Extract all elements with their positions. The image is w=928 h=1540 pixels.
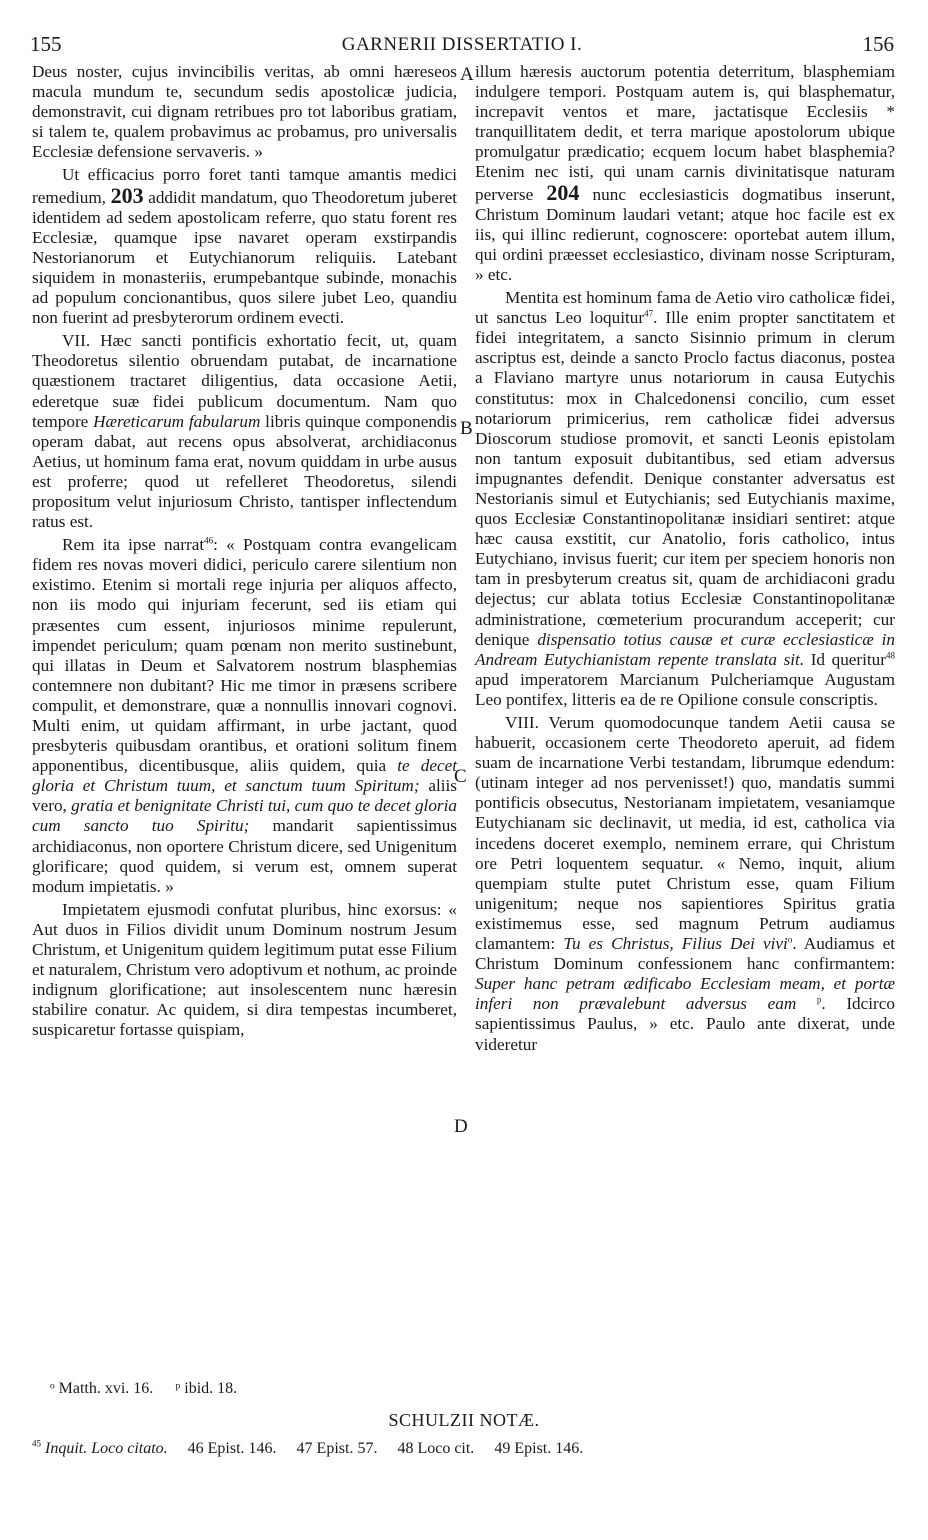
text-run: VIII. Verum quomodocunque tandem Aetii causa se habuerit, occasionem certe Theodoreto aperuit, ad fidem suam de incarnatione Verbi testandam, librumque edendum: (utinam integer ad nos pervenisset!) quo, mandatis summi pontificis obsecutus, Nestorianam impietatem, vesaniamque Eutychianam sic declinavit, ut media, id est, catholica via incedens doceret exemplo, neminem errare, qui Christum ore Petri loquentem sequatur. « Nemo, inquit, alium quempiam stulte putet Christum esse, quam Filium unigenitum; neque nos sapientiores Spiritus gratia existimemus esse, sed magnum Petrum audiamus clamantem: <box>475 713 895 954</box>
text-run: nunc ecclesiasticis dogmatibus inserunt, Christum Dominum laudari vetant; atque hoc facile est ex iis, qui illinc redierunt, cognoscere: oportebat autem illum, qui ordini præesset ecclesiastico, divinam nosse Scripturam, » etc. <box>475 184 895 284</box>
italic-run: gratia et benignitate Christi tui, cum quo te decet gloria cum sancto tuo Spiritu; <box>32 796 457 836</box>
text-run: mandarit sapientissimus archidiaconus, non oportere Christum dicere, sed Unigenitum glorificare; quod quidem, si verum est, omnem superat modum impietatis. » <box>32 816 457 896</box>
footnote-ref: p <box>816 994 822 1005</box>
right-paragraph-2 <box>475 288 895 710</box>
text-run: Id queritur <box>810 649 887 669</box>
text-run: . Audiamus et Christum Dominum confessionem hanc confirmantem: <box>475 934 895 974</box>
text-run: Ut efficacius porro foret tanti tamque amantis medici remedium, <box>32 165 457 207</box>
text-run: : « Postquam contra evangelicam fidem res novas moveri didici, periculo carere silentium non existimo. Etenim si mortali rege injuria per aliquos affecto, non iis modo qui injuriam fecerunt, sed iis etiam qui præsentes cum essent, injuriosos minime repulerunt, impendet periculum; quam pœnam non merito sustinebunt, qui illatas in Deum et Salvatorem nostrum blasphemias contemnere non dubitant? Hic me timor in præsens scribere compulit, et demonstrare, quæ a nonnullis innovari cognovi. Multi enim, ut quidam affirmant, in urbe jactant, quod presbyteris quibusdam orantibus, et orationi solitum finem apponentibus, dicentibusque, aliis quidem, quia <box>32 535 457 776</box>
text-run: . Idcirco sapientissimus Paulus, » etc. Paulo ante dixerat, unde videretur <box>475 994 895 1054</box>
schulz-notes <box>32 1440 599 1458</box>
note-46: 46 Epist. 146. <box>187 1440 277 1457</box>
text-run: Mentita est hominum fama de Aetio viro catholicæ fidei, ut sanctus Leo loquitur <box>475 288 895 328</box>
italic-run: dispensatio totius causæ et curæ ecclesiasticæ in Andream Eutychianistam repente translata sit. <box>475 629 895 669</box>
note-45 <box>32 1440 168 1457</box>
text-run: Rem ita ipse narrat <box>62 535 205 555</box>
text-run: apud imperatorem Marcianum Pulcheriamque Augustam Leo pontifex, litteris ea de re Opilione consule conscriptis. <box>475 669 895 709</box>
text-run: VII. Hæc sancti pontificis exhortatio fecit, ut, quam Theodoretus silentio obruendam putabat, de incarnatione quæstionem tractaret diligentius, data occasione Aetii, ederetque suæ fidei publicum documentum. Nam quo tempore <box>32 331 457 431</box>
footnote-p: ᵖ ibid. 18. <box>175 1380 238 1397</box>
right-column <box>475 62 895 1055</box>
italic-run: Super hanc petram ædificabo Ecclesiam meam, et portæ inferi non prævalebunt adversus eam <box>475 974 895 1014</box>
left-paragraph-3 <box>32 331 457 532</box>
page-number-right: 156 <box>862 32 894 56</box>
page-number-left: 155 <box>30 32 62 56</box>
left-paragraph-2 <box>32 165 457 328</box>
footnote-o: ᵒ Matth. xvi. 16. <box>50 1380 154 1397</box>
left-paragraph-4 <box>32 535 457 897</box>
text-run: addidit mandatum, quo Theodoretum juberet identidem ad sedem apostolicam referre, quo statu forent res Ecclesiæ, quamque ipse navaret operam exstirpandis Nestorianorum et Eutychianorum reliquiis. Latebant siquidem in monasteriis, erumpebantque subinde, monachis ad populum concionantibus, quos silere jubet Leo, quandiu non fuerint ad presbyterorum ordinem evecti. <box>32 187 457 328</box>
scripture-footnotes <box>50 1380 255 1398</box>
margin-marker-a: A <box>460 64 474 85</box>
footnote-ref: o <box>787 934 793 945</box>
note-text: Inquit. Loco citato. <box>45 1440 168 1457</box>
column-number-203: 203 <box>110 182 144 208</box>
running-title: GARNERII DISSERTATIO I. <box>341 34 583 55</box>
italic-run: te decet gloria et Christum tuum, et sanctum tuum Spiritum; <box>32 756 457 796</box>
left-column <box>32 62 457 1041</box>
note-47: 47 Epist. 57. <box>296 1440 378 1457</box>
text-run: aliis vero, <box>32 776 457 816</box>
italic-run: Tu es Christus, Filius Dei vivi <box>563 934 788 954</box>
column-number-204: 204 <box>546 179 580 205</box>
page-header <box>30 32 894 62</box>
note-48: 48 Loco cit. <box>397 1440 475 1457</box>
text-run: libris quinque componendis operam dabat, aut recens opus absolverat, archidiaconus Aetius, ut hominum fama erat, novum quiddam in urbe ausus est proferre; quod ut refelleret Theodoretus, silendi propositum velut injuriosum Christo, tantisper inflectendum ratus est. <box>32 411 457 532</box>
left-paragraph-1: Deus noster, cujus invincibilis veritas, ab omni hæreseos macula mundum te, secundum sedis apostolicæ judicia, demonstravit, cui dignam retribues pro tot laboribus gratiam, si talem te, qualem probavimus ac probamus, pro universalis Ecclesiæ defensione servaveris. » <box>32 62 457 162</box>
footnote-ref: 47 <box>644 308 654 319</box>
footnote-ref: 48 <box>886 649 896 660</box>
italic-run: Hæreticarum fabularum <box>93 411 261 431</box>
note-49: 49 Epist. 146. <box>494 1440 584 1457</box>
margin-marker-b: B <box>460 418 473 439</box>
schulz-notes-heading: SCHULZII NOTÆ. <box>388 1410 540 1430</box>
text-run: . Ille enim propter sanctitatem et fidei integritatem, a sancto Sisinnio primum in clerum ascriptus est, deinde a sancto Proclo factus diaconus, postea a Flaviano martyre unus notariorum in causa Eutychis constitutus: mox in Chalcedonensi concilio, cum esset notariorum primicerius, rem catholicæ fidei adversus Dioscorum studiose promovit, et sancti Leonis epistolam non tantum exposuit dubitantibus, sed etiam adversus impugnantes defendit. Denique constanter adversatus est Nestorianis simul et Eutychianis; sed Eutychianis maxime, quos Ecclesiæ Constantinopolitanæ insidiari sentiret: atque hæc causa exstitit, cur Anatolio, foris catholico, intus Eutychiano, invisus fuerit; cur item per speciem honoris non tam in presbyterum creatus sit, quam de archidiaconi gradu dejectus; cur ablata totius Ecclesiæ Constantinopolitanæ administratione, cœmeterium procurandum acceperit; cur denique <box>475 308 895 649</box>
footnote-ref: 46 <box>204 535 214 546</box>
text-run: illum hæresis auctorum potentia deterritum, blasphemiam indulgere tempori. Postquam autem is, qui blasphematur, increpavit ventos et mare, jactatisque Ecclesiis * tranquillitatem dedit, et terra marique apostolorum ubique promulgatur prædicatio; ecquem locum habet blasphemia? Etenim nec isti, qui unam carnis divinitatisque naturam perverse <box>475 62 895 204</box>
right-paragraph-3 <box>475 713 895 1055</box>
left-paragraph-5: Impietatem ejusmodi confutat pluribus, hinc exorsus: « Aut duos in Filios dividit unum Dominum nostrum Jesum Christum, et Unigenitum quidem legitimum putat esse Filium et naturalem, Christum vero adoptivum et nothum, ac proinde indignum glorificatione; aut insolescentem nunc hæresin stabilire conatur. Ac quidem, si dira tempestas incumberet, suspicaretur fortasse quispiam, <box>32 899 457 1040</box>
margin-marker-c: C <box>454 766 467 787</box>
margin-marker-d: D <box>454 1116 468 1137</box>
note-mark: 45 <box>32 1438 41 1449</box>
right-paragraph-1 <box>475 62 895 285</box>
